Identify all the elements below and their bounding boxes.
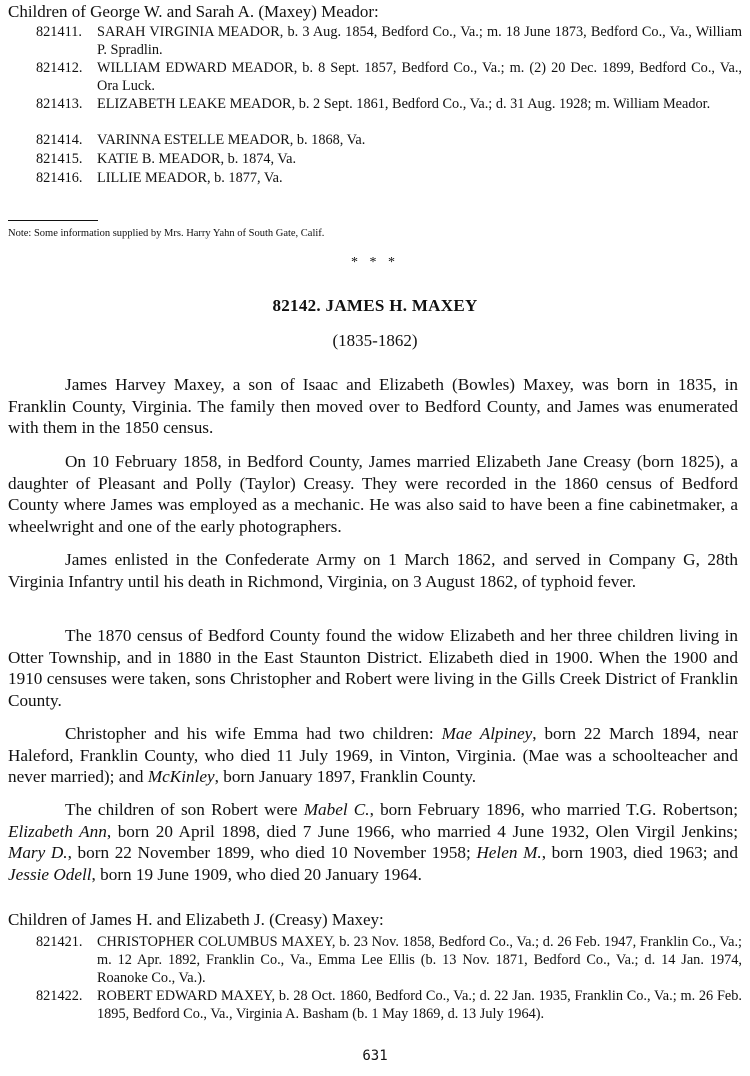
child-entry xyxy=(36,933,742,987)
child-name: McKinley xyxy=(147,767,215,786)
children-header-maxey: Children of James H. and Elizabeth J. (Creasy) Maxey: xyxy=(8,910,384,929)
entry-text: CHRISTOPHER COLUMBUS MAXEY, b. 23 Nov. 1858, Bedford Co., Va.; d. 26 Feb. 1947, Franklin Co., Va.; m. 12 Apr. 1892, Franklin Co., Va., Emma Lee Ellis (b. 13 Nov. 1871, Bedford Co., Va.; d. 14 Jan. 1974, Roanoke Co., Va.). xyxy=(97,934,742,986)
text-run: , born 19 June 1909, who died 20 January 1964. xyxy=(91,864,422,884)
entry-number: 821414. xyxy=(36,132,83,148)
paragraph-3: James enlisted in the Confederate Army on 1 March 1862, and served in Company G, 28th Virginia Infantry until his death in Richmond, Virginia, on 3 August 1862, of typhoid fever. xyxy=(8,550,738,591)
paragraph-1: James Harvey Maxey, a son of Isaac and Elizabeth (Bowles) Maxey, was born in 1835, in Franklin County, Virginia. The family then moved over to Bedford County, and James was enumerated with them in the 1850 census. xyxy=(8,375,738,437)
entry-text: WILLIAM EDWARD MEADOR, b. 8 Sept. 1857, Bedford Co., Va.; m. (2) 20 Dec. 1899, Bedford Co., Va., Ora Luck. xyxy=(97,60,742,94)
text-run: , born 1903, died 1963; and xyxy=(541,843,738,862)
section-separator: * * * xyxy=(351,255,399,270)
paragraph-2: On 10 February 1858, in Bedford County, James married Elizabeth Jane Creasy (born 1825), a daughter of Pleasant and Polly (Taylor) Creasy. They were recorded in the 1860 census of Bedford County where James was employed as a mechanic. He was also said to have been a fine cabinetmaker, a wheelwright and one of the early photographers. xyxy=(8,452,738,536)
entry-number: 821416. xyxy=(36,170,83,186)
child-name: Helen M. xyxy=(476,843,542,862)
child-entry xyxy=(36,150,742,168)
paragraph-6 xyxy=(8,799,738,885)
child-entry xyxy=(36,987,742,1023)
entry-text: ROBERT EDWARD MAXEY, b. 28 Oct. 1860, Bedford Co., Va.; d. 22 Jan. 1935, Franklin Co., Va.; m. 26 Feb. 1895, Bedford Co., Va., Virginia A. Basham (b. 1 May 1869, d. 13 July 1964). xyxy=(97,988,742,1022)
text-run: , born 20 April 1898, died 7 June 1966, who married 4 June 1932, Olen Virgil Jenkins; xyxy=(106,821,738,841)
text-run: , born January 1897, Franklin County. xyxy=(214,767,477,786)
entry-number: 821421. xyxy=(36,934,83,950)
footnote-rule xyxy=(8,220,98,221)
entry-number: 821412. xyxy=(36,60,83,76)
entry-text: VARINNA ESTELLE MEADOR, b. 1868, Va. xyxy=(97,132,366,148)
entry-text: LILLIE MEADOR, b. 1877, Va. xyxy=(97,170,283,186)
text-run: Christopher and his wife Emma had two children: xyxy=(65,724,442,743)
text-run: , born 22 November 1899, who died 10 November 1958; xyxy=(67,843,477,862)
text-run: The children of son Robert were xyxy=(65,800,304,819)
entry-number: 821415. xyxy=(36,151,83,167)
children-header-meador: Children of George W. and Sarah A. (Maxey) Meador: xyxy=(8,2,379,21)
article-years: (1835-1862) xyxy=(332,331,418,350)
child-entry xyxy=(36,23,742,59)
entry-text: ELIZABETH LEAKE MEADOR, b. 2 Sept. 1861, Bedford Co., Va.; d. 31 Aug. 1928; m. William Meador. xyxy=(97,96,711,112)
entry-number: 821422. xyxy=(36,988,83,1004)
entry-text: KATIE B. MEADOR, b. 1874, Va. xyxy=(97,151,297,167)
child-name: Mary D. xyxy=(8,843,68,862)
child-name: Jessie Odell xyxy=(8,864,92,884)
child-entry xyxy=(36,59,742,95)
child-name: Mae Alpiney xyxy=(441,724,533,743)
entry-text: SARAH VIRGINIA MEADOR, b. 3 Aug. 1854, Bedford Co., Va.; m. 18 June 1873, Bedford Co., Va., William P. Spradlin. xyxy=(97,24,742,58)
article-title: 82142. JAMES H. MAXEY xyxy=(272,296,478,315)
entry-number: 821413. xyxy=(36,96,83,112)
page-number: 631 xyxy=(362,1048,388,1064)
paragraph-4: The 1870 census of Bedford County found the widow Elizabeth and her three children living in Otter Township, and in 1880 in the East Staunton District. Elizabeth died in 1900. When the 1900 and 1910 censuses were taken, sons Christopher and Robert were living in the Gills Creek District of Franklin County. xyxy=(8,626,738,710)
entry-number: 821411. xyxy=(36,24,82,40)
paragraph-5 xyxy=(8,723,738,788)
child-entry xyxy=(36,169,742,187)
child-name: Mabel C. xyxy=(303,800,370,819)
child-entry xyxy=(36,95,742,113)
footnote: Note: Some information supplied by Mrs. Harry Yahn of South Gate, Calif. xyxy=(8,228,325,239)
text-run: , born February 1896, who married T.G. Robertson; xyxy=(369,800,738,819)
text-run: , born 22 March 1894, near Haleford, Franklin County, who died 11 July 1969, in Vinton, Virginia. (Mae was a schoolteacher and never married); and xyxy=(8,724,738,786)
child-entry xyxy=(36,131,742,149)
child-name: Elizabeth Ann xyxy=(8,821,107,841)
